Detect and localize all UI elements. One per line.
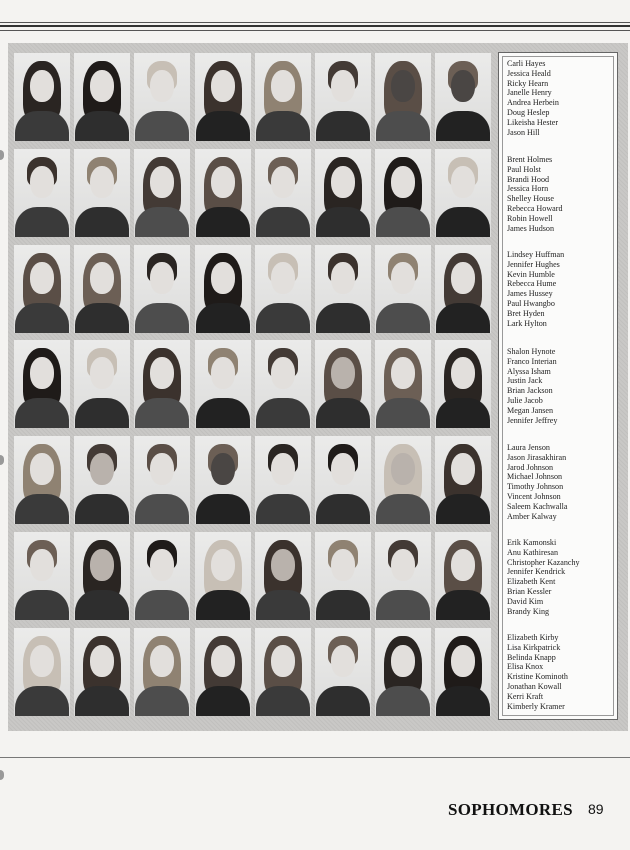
student-name: Jennifer Hughes (507, 259, 560, 269)
portrait-face (211, 262, 235, 294)
portrait-face (271, 645, 295, 677)
student-portrait (315, 340, 371, 428)
student-portrait (14, 436, 70, 524)
portrait-face (271, 70, 295, 102)
student-name: Elisa Knox (507, 662, 544, 672)
portrait-face (211, 166, 235, 198)
student-name: Rebecca Hume (507, 279, 557, 289)
portrait-face (451, 166, 475, 198)
portrait-face (90, 549, 114, 581)
student-portrait (435, 436, 491, 524)
portrait-shoulders (75, 686, 129, 716)
portrait-face (271, 453, 295, 485)
portrait-shoulders (15, 494, 69, 524)
student-name: Paul Hwangbo (507, 298, 555, 308)
student-name: Christopher Kazanchy (507, 557, 580, 567)
student-portrait (134, 436, 190, 524)
portrait-shoulders (15, 111, 69, 141)
student-name: Michael Johnson (507, 472, 563, 482)
portrait-shoulders (135, 111, 189, 141)
portrait-face (331, 357, 355, 389)
top-rule (0, 22, 630, 23)
student-name: Laura Jenson (507, 443, 550, 452)
portrait-face (271, 549, 295, 581)
student-portrait (195, 532, 251, 620)
name-group-6 (507, 538, 580, 616)
portrait-shoulders (196, 207, 250, 237)
portrait-face (211, 645, 235, 677)
student-name: Andrea Herbein (507, 98, 559, 108)
portrait-shoulders (196, 398, 250, 428)
student-name: Amber Kalway (507, 511, 557, 521)
portrait-shoulders (135, 207, 189, 237)
portrait-shoulders (256, 494, 310, 524)
student-portrait (14, 149, 70, 237)
name-group-3 (507, 250, 564, 328)
portrait-shoulders (316, 686, 370, 716)
student-portrait (375, 340, 431, 428)
student-name: Anu Kathiresan (507, 547, 559, 557)
portrait-face (331, 453, 355, 485)
student-name: Lark Hylton (507, 318, 547, 328)
student-portrait (74, 532, 130, 620)
student-name: Kerri Kraft (507, 691, 544, 701)
student-portrait (195, 436, 251, 524)
portrait-face (30, 262, 54, 294)
student-name: Doug Heslep (507, 107, 550, 117)
student-name: Lindsey Huffman (507, 250, 565, 259)
portrait-face (90, 645, 114, 677)
student-portrait (315, 532, 371, 620)
portrait-shoulders (135, 686, 189, 716)
student-name: Brian Kessler (507, 586, 552, 596)
portrait-shoulders (196, 303, 250, 333)
student-name: David Kim (507, 596, 544, 606)
student-portrait (195, 149, 251, 237)
portrait-face (391, 70, 415, 102)
portrait-face (90, 453, 114, 485)
student-portrait (74, 340, 130, 428)
portrait-shoulders (376, 494, 430, 524)
portrait-shoulders (316, 590, 370, 620)
student-portrait (255, 628, 311, 716)
student-name: Ricky Hearn (507, 78, 549, 88)
student-portrait (375, 628, 431, 716)
portrait-shoulders (436, 111, 490, 141)
student-name: Lisa Kirkpatrick (507, 642, 561, 652)
student-portrait (195, 628, 251, 716)
student-portrait (315, 53, 371, 141)
portrait-face (150, 357, 174, 389)
portrait-shoulders (15, 303, 69, 333)
portrait-shoulders (376, 111, 430, 141)
student-name: Jennifer Jeffrey (507, 415, 558, 425)
portrait-shoulders (75, 398, 129, 428)
student-portrait (255, 436, 311, 524)
student-name: Shelley House (507, 194, 554, 204)
student-name: Brandi Hood (507, 174, 550, 184)
portrait-face (391, 262, 415, 294)
portrait-face (331, 645, 355, 677)
portrait-shoulders (316, 398, 370, 428)
portrait-shoulders (75, 494, 129, 524)
portrait-shoulders (316, 111, 370, 141)
portrait-shoulders (75, 207, 129, 237)
portrait-face (451, 549, 475, 581)
name-column (498, 52, 618, 720)
page-number: 89 (588, 801, 604, 817)
portrait-face (271, 262, 295, 294)
portrait-shoulders (436, 686, 490, 716)
student-portrait (435, 53, 491, 141)
student-portrait (134, 245, 190, 333)
portrait-face (150, 453, 174, 485)
student-name: Alyssa Isham (507, 366, 551, 376)
portrait-face (451, 453, 475, 485)
student-name: Jonathan Kowall (507, 681, 562, 691)
student-portrait (435, 245, 491, 333)
name-group-1 (507, 59, 559, 137)
student-portrait (14, 340, 70, 428)
portrait-shoulders (436, 398, 490, 428)
portrait-shoulders (75, 111, 129, 141)
portrait-shoulders (436, 494, 490, 524)
student-portrait (255, 149, 311, 237)
student-portrait (195, 245, 251, 333)
portrait-shoulders (316, 207, 370, 237)
student-portrait (375, 532, 431, 620)
portrait-shoulders (15, 686, 69, 716)
portrait-face (150, 166, 174, 198)
portrait-face (391, 453, 415, 485)
student-name: James Hudson (507, 223, 554, 233)
student-name: Brent Holmes (507, 155, 553, 164)
portrait-face (30, 549, 54, 581)
student-name: Carli Hayes (507, 59, 546, 68)
portrait-face (451, 262, 475, 294)
portrait-face (331, 70, 355, 102)
student-name: Robin Howell (507, 213, 553, 223)
student-name: Elizabeth Kirby (507, 633, 559, 642)
portrait-shoulders (256, 207, 310, 237)
portrait-face (391, 166, 415, 198)
student-portrait (74, 628, 130, 716)
student-portrait (134, 532, 190, 620)
student-name: Rebecca Howard (507, 203, 563, 213)
student-name: Bret Hyden (507, 308, 545, 318)
student-portrait (315, 245, 371, 333)
student-name: James Hussey (507, 289, 553, 299)
portrait-face (90, 70, 114, 102)
portrait-shoulders (15, 590, 69, 620)
student-portrait (435, 149, 491, 237)
student-name: Kristine Kominoth (507, 672, 568, 682)
section-title: SOPHOMORES (448, 800, 573, 819)
portrait-shoulders (196, 590, 250, 620)
portrait-face (331, 262, 355, 294)
student-name: Likeisha Hester (507, 117, 559, 127)
student-portrait (315, 149, 371, 237)
portrait-grid (14, 53, 491, 716)
portrait-shoulders (436, 303, 490, 333)
student-name: Julie Jacob (507, 395, 543, 405)
student-portrait (74, 149, 130, 237)
portrait-face (451, 70, 475, 102)
student-portrait (375, 245, 431, 333)
portrait-shoulders (135, 590, 189, 620)
student-name: Timothy Johnson (507, 482, 564, 492)
student-portrait (375, 436, 431, 524)
portrait-shoulders (316, 303, 370, 333)
portrait-face (391, 549, 415, 581)
portrait-face (271, 357, 295, 389)
binder-hole (0, 150, 4, 160)
student-name: Vincent Johnson (507, 491, 561, 501)
student-portrait (14, 532, 70, 620)
student-name: Shalon Hynote (507, 347, 556, 356)
student-name: Saleem Kachwalla (507, 501, 568, 511)
student-portrait (315, 436, 371, 524)
name-group-4 (507, 347, 557, 425)
portrait-face (451, 357, 475, 389)
portrait-face (150, 645, 174, 677)
student-portrait (255, 340, 311, 428)
portrait-shoulders (196, 111, 250, 141)
student-portrait (134, 340, 190, 428)
student-name: Brian Jackson (507, 386, 553, 396)
portrait-shoulders (75, 590, 129, 620)
portrait-shoulders (436, 207, 490, 237)
student-name: Paul Holst (507, 164, 541, 174)
portrait-shoulders (376, 398, 430, 428)
student-name: Jennifer Kendrick (507, 567, 566, 577)
student-name: Belinda Knapp (507, 652, 556, 662)
portrait-shoulders (376, 590, 430, 620)
portrait-shoulders (376, 207, 430, 237)
portrait-shoulders (15, 207, 69, 237)
portrait-shoulders (135, 398, 189, 428)
student-portrait (255, 532, 311, 620)
portrait-face (211, 70, 235, 102)
student-portrait (134, 53, 190, 141)
portrait-shoulders (256, 590, 310, 620)
top-rule-lower (0, 30, 630, 31)
portrait-face (391, 645, 415, 677)
student-name: Kimberly Kramer (507, 701, 565, 711)
portrait-shoulders (196, 686, 250, 716)
portrait-face (90, 357, 114, 389)
student-portrait (435, 340, 491, 428)
name-group-5 (507, 443, 567, 521)
student-portrait (14, 245, 70, 333)
student-name: Janelle Henry (507, 88, 552, 98)
portrait-shoulders (75, 303, 129, 333)
student-portrait (74, 245, 130, 333)
portrait-shoulders (376, 303, 430, 333)
portrait-face (391, 357, 415, 389)
student-name: Jarod Johnson (507, 462, 554, 472)
portrait-face (211, 357, 235, 389)
portrait-shoulders (256, 398, 310, 428)
portrait-shoulders (316, 494, 370, 524)
portrait-shoulders (196, 494, 250, 524)
bottom-rule (0, 757, 630, 758)
student-name: Jason Jirasakhiran (507, 452, 567, 462)
student-portrait (435, 532, 491, 620)
student-name: Jason Hill (507, 127, 540, 137)
portrait-face (331, 166, 355, 198)
student-name: Megan Jansen (507, 405, 554, 415)
student-portrait (375, 149, 431, 237)
portrait-face (30, 166, 54, 198)
portrait-face (211, 549, 235, 581)
student-name: Kevin Humble (507, 269, 555, 279)
portrait-face (211, 453, 235, 485)
name-group-7 (507, 633, 568, 711)
student-name: Elizabeth Kent (507, 577, 556, 587)
portrait-shoulders (256, 111, 310, 141)
portrait-face (271, 166, 295, 198)
portrait-face (90, 166, 114, 198)
portrait-face (150, 549, 174, 581)
binder-hole (0, 455, 4, 465)
portrait-face (331, 549, 355, 581)
student-portrait (195, 340, 251, 428)
student-portrait (315, 628, 371, 716)
student-name: Erik Kamonski (507, 538, 557, 547)
binder-hole (0, 770, 4, 780)
portrait-shoulders (135, 494, 189, 524)
portrait-shoulders (256, 303, 310, 333)
portrait-face (30, 70, 54, 102)
portrait-shoulders (376, 686, 430, 716)
student-portrait (14, 628, 70, 716)
student-portrait (375, 53, 431, 141)
student-name: Jessica Horn (507, 184, 549, 194)
portrait-face (150, 262, 174, 294)
student-name: Jessica Heald (507, 68, 551, 78)
portrait-face (30, 453, 54, 485)
portrait-shoulders (256, 686, 310, 716)
student-name: Justin Jack (507, 376, 543, 386)
portrait-face (30, 357, 54, 389)
portrait-shoulders (15, 398, 69, 428)
student-portrait (74, 436, 130, 524)
portrait-face (150, 70, 174, 102)
student-portrait (134, 628, 190, 716)
student-portrait (14, 53, 70, 141)
portrait-face (90, 262, 114, 294)
student-portrait (435, 628, 491, 716)
name-group-2 (507, 155, 563, 233)
student-portrait (195, 53, 251, 141)
student-name: Franco Interian (507, 356, 557, 366)
student-portrait (255, 53, 311, 141)
portrait-shoulders (436, 590, 490, 620)
portrait-face (451, 645, 475, 677)
student-name: Brandy King (507, 606, 550, 616)
student-portrait (255, 245, 311, 333)
top-rule-thick (0, 25, 630, 27)
student-portrait (74, 53, 130, 141)
student-portrait (134, 149, 190, 237)
portrait-face (30, 645, 54, 677)
portrait-shoulders (135, 303, 189, 333)
